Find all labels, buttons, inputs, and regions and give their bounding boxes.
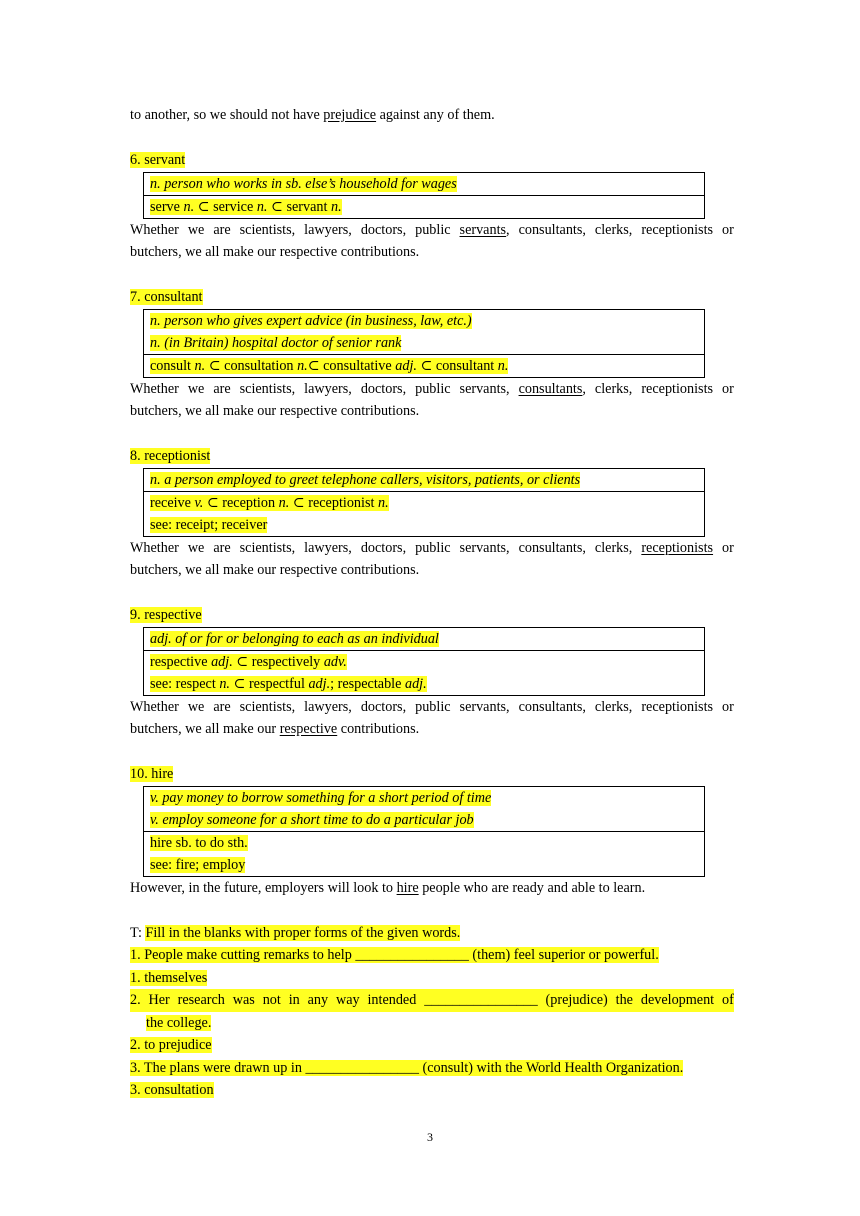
example-sentence-line-1	[130, 537, 734, 560]
underlined-keyword: consultants	[518, 380, 583, 397]
word: we	[187, 698, 205, 715]
form-text: ⊂ receptionist	[289, 494, 378, 511]
part-of-speech: adj.	[404, 675, 427, 692]
entry-word: 10. hire	[130, 766, 174, 782]
word-forms-cell	[144, 831, 704, 876]
intro-line	[130, 104, 734, 127]
answer-2: 2. to prejudice	[130, 1037, 212, 1053]
word-forms	[150, 196, 698, 218]
part-of-speech: n.	[297, 357, 308, 374]
word: we	[187, 380, 205, 397]
example-sentence-line-2: butchers, we all make our respective contributions.	[130, 244, 420, 260]
definition	[150, 332, 698, 354]
definitions-cell	[144, 628, 704, 650]
form-text: receive	[150, 494, 195, 511]
definition-text: v. employ someone for a short time to do a particular job	[150, 811, 474, 828]
word: doctors,	[360, 539, 407, 556]
underlined-keyword: respective	[279, 721, 338, 737]
intro-pre: to another, so we should not have	[130, 107, 324, 123]
part-of-speech: n.	[497, 357, 509, 374]
question-3: 3. The plans were drawn up in ________________ (consult) with the World Health Organization.	[130, 1059, 684, 1076]
word: research	[177, 992, 225, 1008]
word: public	[415, 221, 451, 238]
word-forms-cell	[144, 354, 704, 377]
part-of-speech: n.	[194, 357, 206, 374]
word: intended	[367, 992, 417, 1008]
word-forms-cell	[144, 650, 704, 695]
word: are	[213, 698, 231, 715]
underlined-keyword: receptionists	[641, 539, 714, 556]
example-sentence-line-1	[130, 378, 734, 401]
definitions-cell	[144, 787, 704, 831]
word: scientists,	[239, 539, 296, 556]
form-text: ⊂ reception	[203, 494, 279, 511]
word: any	[307, 992, 329, 1008]
word-forms-cell	[144, 491, 704, 536]
form-text: ⊂ consultative	[307, 357, 396, 374]
word: or	[722, 380, 734, 397]
definitions-cell	[144, 173, 704, 195]
form-text: serve	[150, 198, 184, 215]
part-of-speech: adj.	[308, 675, 331, 692]
word: public	[415, 698, 451, 715]
definition	[150, 310, 698, 332]
word: doctors,	[360, 698, 407, 715]
part-of-speech: n.	[183, 198, 195, 215]
word-forms-text	[150, 199, 342, 215]
word: in	[288, 992, 300, 1008]
word-forms-text	[150, 517, 267, 533]
part-of-speech: n.	[219, 675, 230, 692]
word: (prejudice)	[545, 992, 608, 1008]
form-text: ⊂ servant	[267, 198, 331, 215]
word	[641, 537, 713, 560]
entry-word: 8. receptionist	[130, 448, 211, 464]
word: way	[335, 992, 360, 1008]
example-sentence-line-2: butchers, we all make our respective contributions.	[130, 562, 420, 578]
word: lawyers,	[304, 221, 352, 238]
word: servants,	[459, 539, 510, 556]
definition-text: v. pay money to borrow something for a short period of time	[150, 789, 492, 806]
word: or	[722, 221, 734, 238]
answer-1: 1. themselves	[130, 969, 208, 986]
intro-post: against any of them.	[376, 107, 495, 123]
word: Whether	[130, 539, 179, 556]
entry-heading	[130, 149, 734, 172]
part-of-speech: n.	[377, 494, 389, 511]
form-text: consult	[150, 357, 195, 374]
definition	[150, 787, 698, 809]
entry-word: 7. consultant	[130, 289, 203, 305]
definitions-cell	[144, 310, 704, 354]
word-forms-text	[150, 358, 508, 374]
form-text: ⊂ service	[194, 198, 257, 215]
entry-heading	[130, 604, 734, 627]
answer-3: 3. consultation	[130, 1082, 214, 1098]
document-page	[130, 104, 734, 1102]
question-2-line-1	[130, 989, 734, 1012]
word: or	[722, 539, 734, 556]
definition-text: n. person who works in sb. else’s household for wages	[150, 175, 457, 192]
definition-text: n. person who gives expert advice (in business, law, etc.)	[150, 312, 472, 329]
word: public	[415, 539, 451, 556]
underlined-keyword: servants	[459, 221, 507, 238]
word-forms-text	[150, 857, 245, 873]
definition-box	[143, 309, 705, 378]
word: clerks,	[594, 539, 633, 556]
word: clerks,	[594, 380, 633, 397]
definition-text: n. a person employed to greet telephone callers, visitors, patients, or clients	[150, 471, 581, 488]
word: the	[615, 992, 633, 1008]
entry-heading	[130, 286, 734, 309]
form-text: hire sb. to do sth.	[150, 834, 248, 851]
question-1: 1. People make cutting remarks to help ________________ (them) feel superior or powerful.	[130, 947, 659, 963]
definitions-cell	[144, 469, 704, 491]
underlined-keyword: hire	[396, 879, 419, 896]
definition-box	[143, 786, 705, 877]
word-forms	[150, 355, 698, 377]
form-text: ⊂ respectful	[229, 675, 309, 692]
definition-box	[143, 627, 705, 696]
definition-text: n. (in Britain) hospital doctor of senior rank	[150, 334, 402, 351]
word: doctors,	[360, 221, 407, 238]
word: are	[213, 380, 231, 397]
word: doctors,	[360, 380, 407, 397]
example-sentence-line-1	[130, 219, 734, 242]
vocabulary-entries	[130, 127, 734, 900]
word: Her	[148, 992, 170, 1008]
word-forms-text	[150, 676, 427, 692]
word: public	[415, 380, 451, 397]
word: lawyers,	[304, 539, 352, 556]
word: receptionists	[641, 380, 714, 397]
part-of-speech: n.	[256, 198, 268, 215]
word: consultants,	[518, 221, 586, 238]
word-forms-text	[150, 654, 347, 670]
word: we	[187, 221, 205, 238]
word: consultants,	[518, 380, 586, 397]
definition	[150, 628, 698, 650]
task-instruction: Fill in the blanks with proper forms of the given words.	[145, 924, 461, 941]
word: receptionists	[641, 221, 714, 238]
word: consultants,	[518, 698, 586, 715]
word: servants,	[459, 380, 510, 397]
word-forms	[150, 673, 698, 695]
definition-text: adj. of or for or belonging to each as an individual	[150, 630, 439, 647]
question-2-line-2: the college.	[146, 1014, 212, 1031]
word: lawyers,	[304, 380, 352, 397]
word-forms	[150, 832, 698, 854]
word: lawyers,	[304, 698, 352, 715]
form-text: see: fire; employ	[150, 856, 246, 873]
word: not	[262, 992, 281, 1008]
example-sentence-line-2: butchers, we all make our respective contributions.	[130, 721, 420, 737]
part-of-speech: n.	[278, 494, 290, 511]
word: are	[213, 539, 231, 556]
form-text: see: respect	[150, 675, 220, 692]
word: or	[722, 698, 734, 715]
exercise-section	[130, 922, 734, 1102]
word-forms-cell	[144, 195, 704, 218]
intro-keyword: prejudice	[323, 107, 377, 123]
definition-box	[143, 172, 705, 219]
form-text: ⊂ respectively	[232, 653, 324, 670]
word: was	[232, 992, 255, 1008]
entry-word: 9. respective	[130, 607, 202, 623]
entry-heading	[130, 445, 734, 468]
word: consultants,	[518, 539, 586, 556]
word: servants,	[459, 221, 510, 238]
word: are	[213, 221, 231, 238]
word-forms	[150, 854, 698, 876]
word: receptionists	[641, 698, 714, 715]
word-forms-text	[150, 495, 389, 511]
part-of-speech: adv.	[323, 653, 347, 670]
word: ________________	[424, 992, 538, 1008]
definition	[150, 469, 698, 491]
word: scientists,	[239, 698, 296, 715]
word: clerks,	[594, 698, 633, 715]
word: scientists,	[239, 380, 296, 397]
form-text: ⊂ consultation	[205, 357, 298, 374]
part-of-speech: n.	[330, 198, 342, 215]
form-text: respective	[150, 653, 212, 670]
word: scientists,	[239, 221, 296, 238]
word: of	[721, 992, 734, 1008]
form-text: ⊂ consultant	[416, 357, 498, 374]
word: Whether	[130, 380, 179, 397]
word-forms	[150, 651, 698, 673]
example-sentence: However, in the future, employers will look to hire people who are ready and able to learn.	[130, 879, 646, 896]
word: development	[640, 992, 715, 1008]
part-of-speech: adj.	[395, 357, 417, 374]
word: we	[187, 539, 205, 556]
word: 2.	[130, 992, 141, 1008]
word: Whether	[130, 221, 179, 238]
entry-word: 6. servant	[130, 152, 186, 168]
task-prefix: T:	[130, 924, 146, 941]
word-forms	[150, 514, 698, 536]
word: clerks,	[594, 221, 633, 238]
form-text: see: receipt; receiver	[150, 516, 268, 533]
part-of-speech: adj.	[211, 653, 233, 670]
word-forms	[150, 492, 698, 514]
definition	[150, 809, 698, 831]
page-number: 3	[427, 1130, 433, 1144]
definition-box	[143, 468, 705, 537]
example-sentence-line-1	[130, 696, 734, 719]
word: Whether	[130, 698, 179, 715]
entry-heading	[130, 763, 734, 786]
form-text: ; respectable	[330, 675, 405, 692]
definition	[150, 173, 698, 195]
word: servants,	[459, 698, 510, 715]
word-forms-text	[150, 835, 248, 851]
example-sentence-line-2: butchers, we all make our respective contributions.	[130, 403, 420, 419]
part-of-speech: v.	[194, 494, 204, 511]
